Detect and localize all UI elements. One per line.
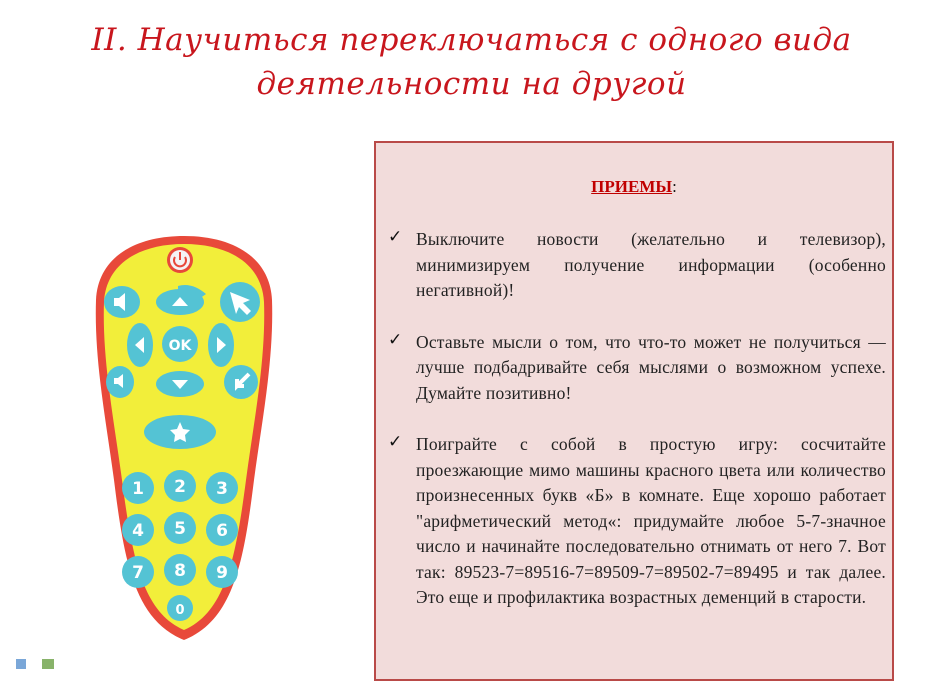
techniques-list bbox=[386, 227, 886, 637]
digit-label: 6 bbox=[216, 521, 228, 541]
ok-label: OK bbox=[168, 338, 192, 354]
corner-icons bbox=[14, 654, 74, 666]
techniques-heading-colon: : bbox=[672, 177, 677, 196]
taskbar-icons-svg bbox=[14, 657, 74, 669]
title-line-1: II. Научиться переключаться с одного вида bbox=[91, 22, 852, 58]
check-icon: ✓ bbox=[388, 227, 403, 247]
page-title bbox=[0, 18, 943, 106]
digit-label: 5 bbox=[174, 519, 186, 539]
digit-label: 4 bbox=[132, 521, 144, 541]
techniques-heading bbox=[376, 177, 892, 197]
app-icon bbox=[16, 659, 26, 669]
list-item-text: Оставьте мысли о том, что что-то может не получиться — лучше подбадривайте себя мыслями о возможном успехе. Думайте позитивно! bbox=[416, 331, 886, 403]
list-item-text: Выключите новости (желательно и телевизор), минимизируем получение информации (особенно негативной)! bbox=[416, 229, 886, 300]
digit-label: 9 bbox=[216, 563, 228, 583]
list-item bbox=[386, 432, 886, 611]
techniques-panel bbox=[374, 141, 894, 681]
check-icon: ✓ bbox=[388, 329, 403, 350]
check-icon: ✓ bbox=[388, 432, 403, 452]
list-item bbox=[386, 227, 886, 304]
techniques-heading-text: ПРИЕМЫ bbox=[591, 177, 673, 196]
title-line-2: деятельности на другой bbox=[256, 66, 687, 102]
digit-label: 0 bbox=[175, 603, 185, 618]
digit-label: 1 bbox=[132, 479, 144, 499]
digit-label: 7 bbox=[132, 563, 144, 583]
app-icon bbox=[42, 659, 54, 669]
list-item-text: Поиграйте с собой в простую игру: сосчитайте проезжающие мимо машины красного цвета или количество произнесенных букв «Б» в комнате. Еще хорошо работает "арифметический метод«: придумайте любое 5-7-значное число и начинайте последовательно отнимать от него 7. Вот так: 89523-7=89516-7=89509-7=89502-7=89495 и так далее. Это еще и профилактика возрастных деменций в старости. bbox=[416, 434, 886, 607]
digit-label: 2 bbox=[174, 477, 186, 497]
remote-control-illustration bbox=[84, 230, 284, 650]
digit-label: 8 bbox=[174, 561, 186, 581]
remote-control-svg bbox=[84, 230, 284, 650]
list-item bbox=[386, 330, 886, 407]
digit-label: 3 bbox=[216, 479, 228, 499]
